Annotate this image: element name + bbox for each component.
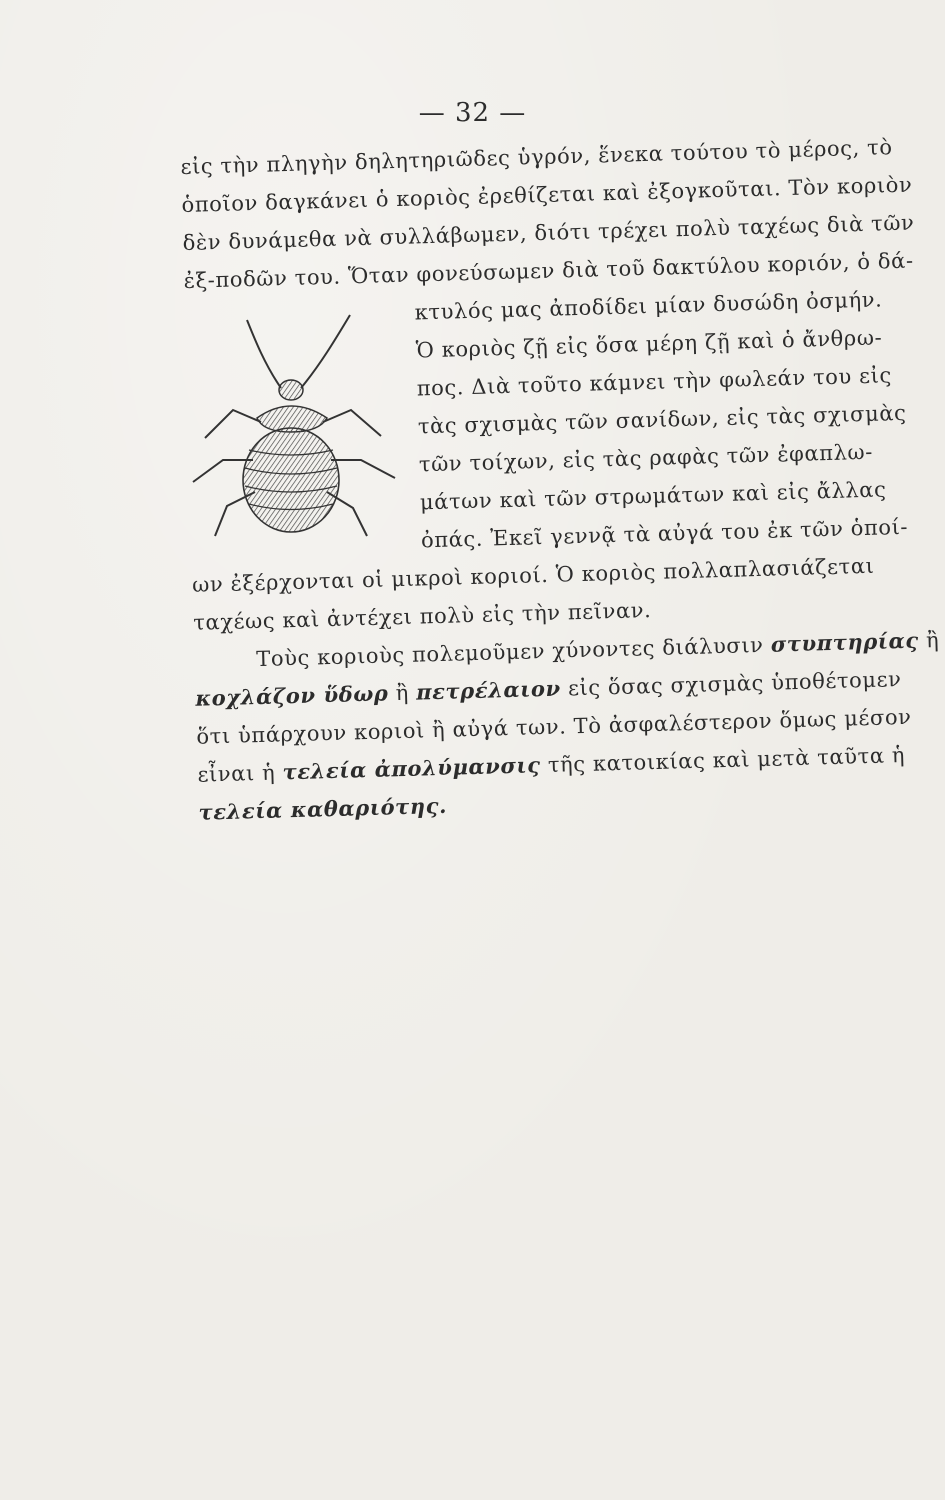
emphasis-term: κοχλάζον ὕδωρ [195,680,389,711]
text-line: ων ἐξέρχονται οἱ μικροὶ κοριοί. Ὁ κοριὸς πολλαπλασιάζεται [191,553,875,597]
text-line: κτυλός μας ἀποδίδει μίαν δυσώδη ὀσμήν. [414,287,883,325]
emphasis-term: στυπτηρίας [770,627,920,657]
text-line: τῶν τοίχων, εἰς τὰς ραφὰς τῶν ἐφαπλω- [418,439,874,477]
text-span: Τοὺς κοριοὺς πολεμοῦμεν χύνοντες διάλυσιν [255,632,764,672]
text-line: ὅτι ὑπάρχουν κοριοὶ ἢ αὐγά των. Τὸ ἀσφαλέστερον ὅμως μέσον [196,704,912,749]
text-line: Ὁ κοριὸς ζῇ εἰς ὅσα μέρη ζῇ καὶ ὁ ἄνθρω- [415,325,883,363]
emphasis-term: πετρέλαιον [415,675,562,705]
text-span: ἢ [395,680,410,706]
text-span: εἶναι ἡ [197,760,276,787]
emphasis-term: τελεία ἀπολύμανσις [282,752,541,785]
body-text [180,127,945,832]
text-span: εἰς ὅσας σχισμὰς ὑποθέτομεν [567,667,902,701]
text-line: ὁποῖον δαγκάνει ὁ κοριὸς ἐρεθίζεται καὶ ἐξογκοῦται. Τὸν κοριὸν [181,172,913,217]
text-line: εἰς τὴν πληγὴν δηλητηριῶδες ὑγρόν, ἕνεκα τούτου τὸ μέρος, τὸ [180,135,893,179]
text-line: ταχέως καὶ ἀντέχει πολὺ εἰς τὴν πεῖναν. [192,598,652,635]
text-span: ἢ [925,627,940,653]
text-line: πος. Διὰ τοῦτο κάμνει τὴν φωλεάν του εἰς [416,363,893,401]
emphasis-term: τελεία καθαριότης. [198,792,448,825]
text-line: μάτων καὶ τῶν στρωμάτων καὶ εἰς ἄλλας [419,477,887,515]
text-span: τῆς κατοικίας καὶ μετὰ ταῦτα ἡ [547,742,906,777]
text-line: δὲν δυνάμεθα νὰ συλλάβωμεν, διότι τρέχει πολὺ ταχέως διὰ τῶν [182,210,915,255]
page-number: — 32 — [418,98,527,128]
text-line: τὰς σχισμὰς τῶν σανίδων, εἰς τὰς σχισμὰς [417,400,907,439]
text-line: ὀπάς. Ἐκεῖ γεννᾷ τὰ αὐγά του ἐκ τῶν ὁποί- [420,514,909,553]
text-line: ἐξ-ποδῶν του. Ὅταν φονεύσωμεν διὰ τοῦ δακτύλου κοριόν, ὁ δά- [183,248,914,293]
